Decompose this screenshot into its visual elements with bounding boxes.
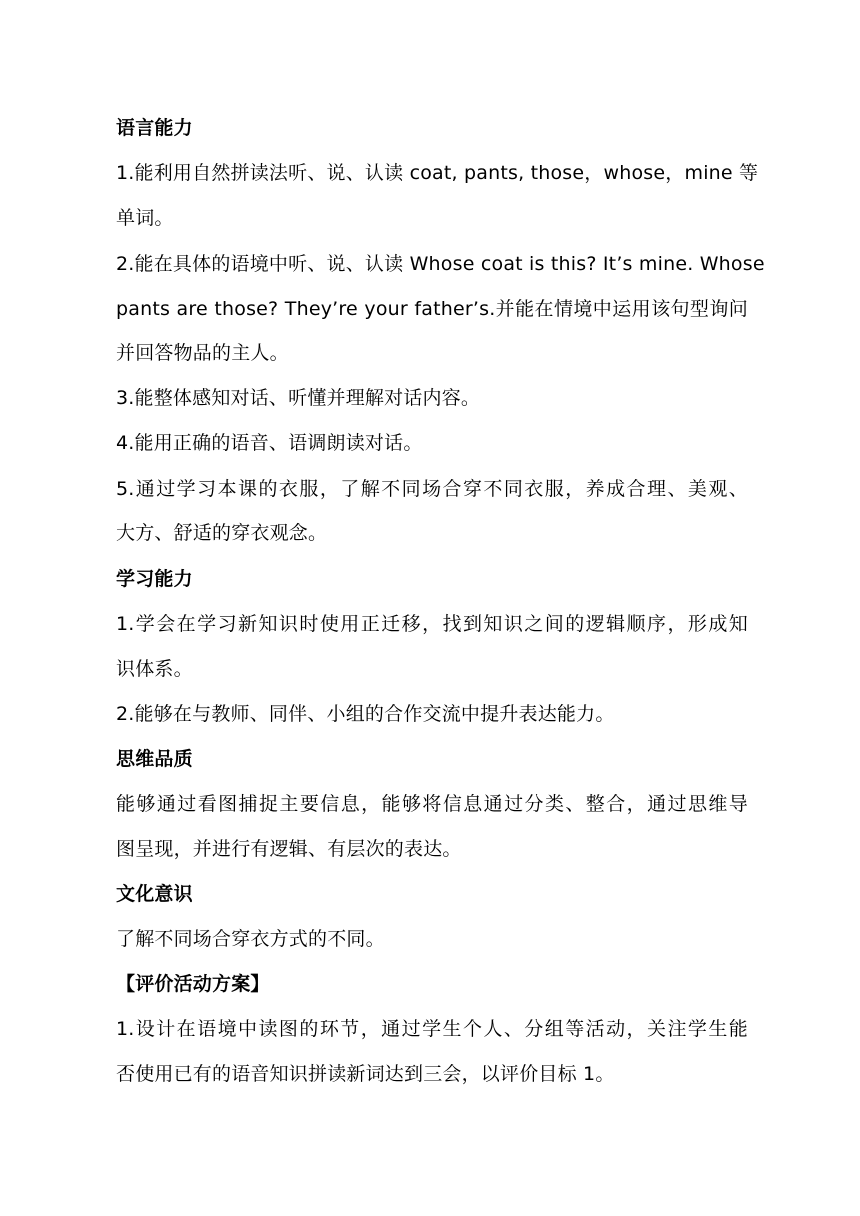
language-item-5-line-1: 5.通过学习本课的衣服，了解不同场合穿不同衣服，养成合理、美观、 (116, 478, 748, 500)
learning-item-2: 2.能够在与教师、同伴、小组的合作交流中提升表达能力。 (116, 703, 615, 725)
language-item-1-line-2: 单词。 (116, 207, 174, 229)
heading-thinking-quality: 思维品质 (116, 748, 193, 770)
language-item-2-line-2: pants are those? They’re your father’s.并能在情境中运用该句型询问 (116, 298, 748, 320)
learning-item-1-line-2: 识体系。 (116, 658, 193, 680)
language-item-5-line-2: 大方、舒适的穿衣观念。 (116, 522, 328, 544)
heading-cultural-awareness: 文化意识 (116, 883, 193, 905)
thinking-line-1: 能够通过看图捕捉主要信息，能够将信息通过分类、整合，通过思维导 (116, 793, 748, 815)
heading-language-ability: 语言能力 (116, 117, 193, 139)
language-item-1-line-1: 1.能利用自然拼读法听、说、认读 coat, pants, those，whose，mine 等 (116, 162, 759, 184)
culture-line-1: 了解不同场合穿衣方式的不同。 (116, 928, 385, 950)
heading-evaluation-plan: 【评价活动方案】 (116, 973, 270, 995)
evaluation-item-1-line-2: 否使用已有的语音知识拼读新词达到三会，以评价目标 1。 (116, 1063, 615, 1085)
learning-item-1-line-1: 1.学会在学习新知识时使用正迁移，找到知识之间的逻辑顺序，形成知 (116, 613, 748, 635)
language-item-2-line-3: 并回答物品的主人。 (116, 342, 289, 364)
thinking-line-2: 图呈现，并进行有逻辑、有层次的表达。 (116, 838, 462, 860)
language-item-3: 3.能整体感知对话、听懂并理解对话内容。 (116, 387, 481, 409)
language-item-4: 4.能用正确的语音、语调朗读对话。 (116, 432, 423, 454)
heading-learning-ability: 学习能力 (116, 568, 193, 590)
language-item-2-line-1: 2.能在具体的语境中听、说、认读 Whose coat is this? It’s mine. Whose (116, 253, 765, 275)
evaluation-item-1-line-1: 1.设计在语境中读图的环节，通过学生个人、分组等活动，关注学生能 (116, 1018, 748, 1040)
